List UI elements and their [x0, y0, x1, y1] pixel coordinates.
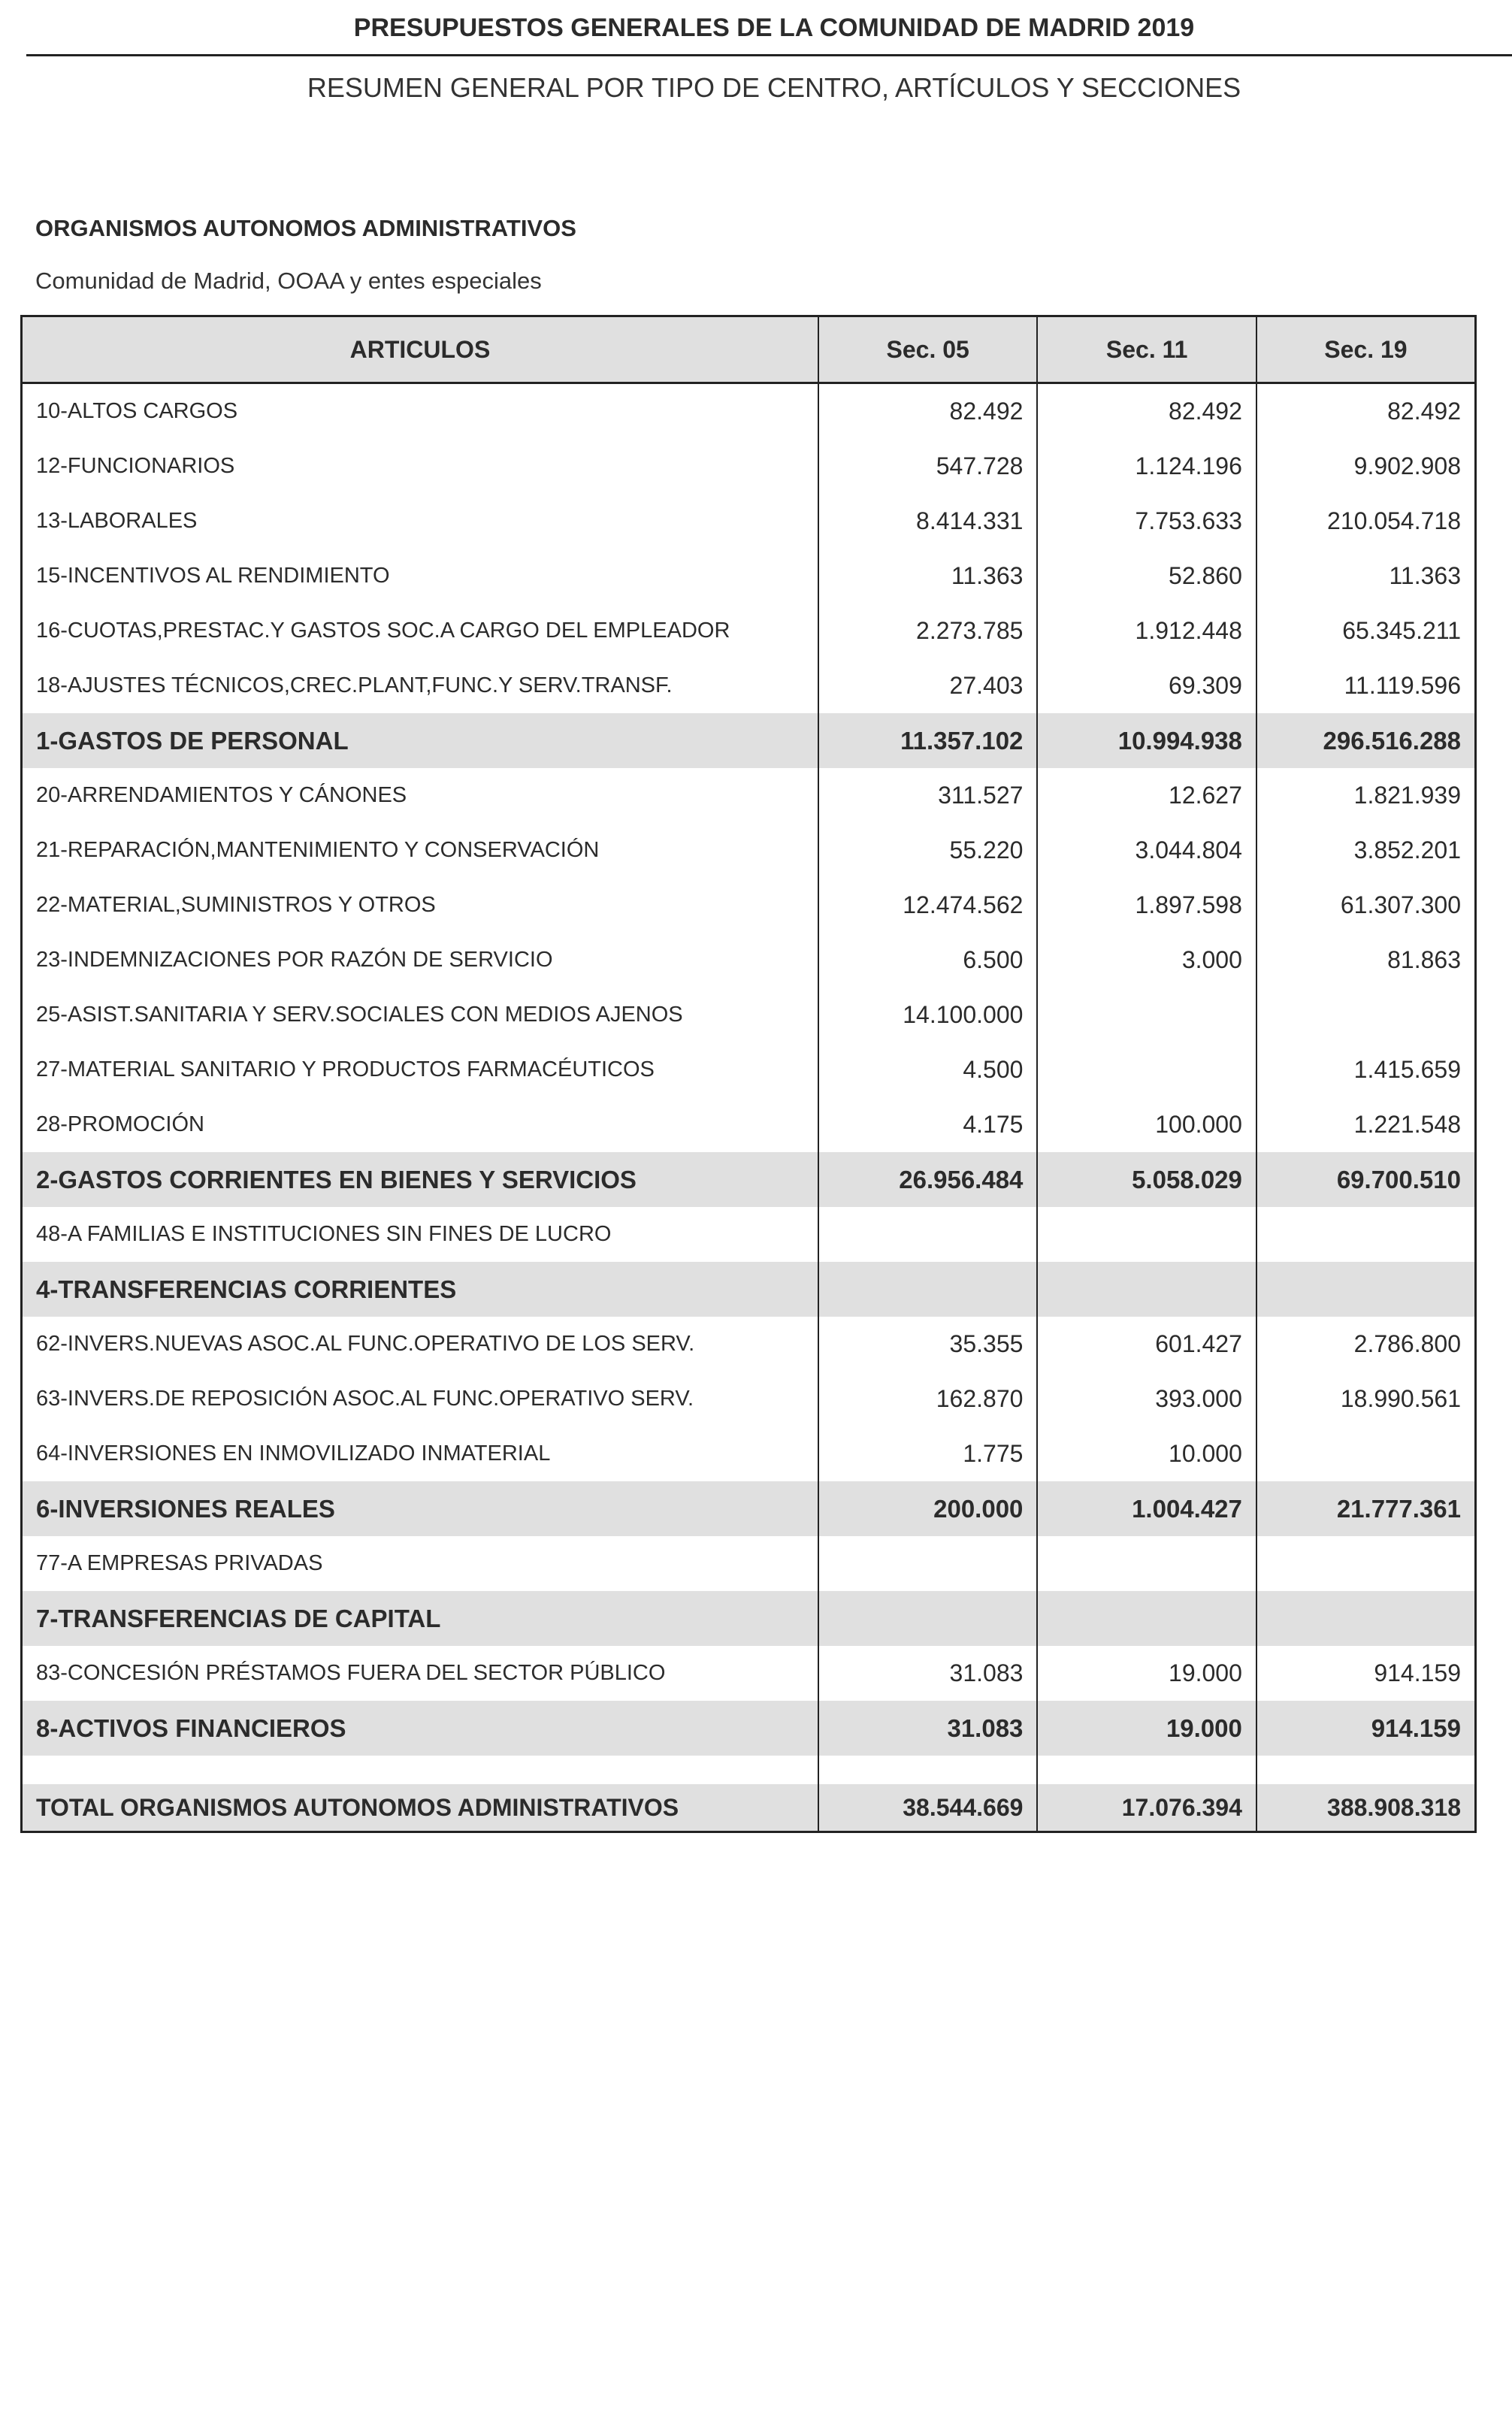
- cell-sec-19: 3.852.201: [1256, 823, 1476, 878]
- budget-table: [20, 315, 1477, 1833]
- cell-sec-19: 65.345.211: [1256, 603, 1476, 658]
- cell-sec-05: 4.500: [818, 1042, 1037, 1097]
- entity-label: Comunidad de Madrid, OOAA y entes especiales: [35, 268, 542, 294]
- column-header-sec-11: Sec. 11: [1037, 316, 1256, 383]
- table-row: [22, 658, 1476, 713]
- table-row: [22, 878, 1476, 933]
- subtotal-row: [22, 1591, 1476, 1646]
- cell-sec-05: 31.083: [818, 1701, 1037, 1756]
- row-label: 22-MATERIAL,SUMINISTROS Y OTROS: [36, 893, 436, 917]
- table-row: [22, 1426, 1476, 1481]
- cell-sec-11: [1037, 1591, 1256, 1646]
- column-header-sec-19: Sec. 19: [1256, 316, 1476, 383]
- cell-sec-05: 12.474.562: [818, 878, 1037, 933]
- cell-sec-19: [1256, 988, 1476, 1042]
- cell-sec-11: 100.000: [1037, 1097, 1256, 1152]
- cell-sec-05: 38.544.669: [818, 1784, 1037, 1832]
- table-row: [22, 1372, 1476, 1426]
- row-label: 12-FUNCIONARIOS: [36, 454, 235, 478]
- column-header-sec-05: Sec. 05: [818, 316, 1037, 383]
- cell-sec-11: 393.000: [1037, 1372, 1256, 1426]
- cell-sec-05: [818, 1207, 1037, 1262]
- row-label: 20-ARRENDAMIENTOS Y CÁNONES: [36, 783, 407, 807]
- document-subtitle: RESUMEN GENERAL POR TIPO DE CENTRO, ARTÍCULOS Y SECCIONES: [307, 72, 1241, 103]
- cell-sec-05: 2.273.785: [818, 603, 1037, 658]
- table-row: [22, 823, 1476, 878]
- subtotal-row: [22, 713, 1476, 768]
- cell-sec-19: [1256, 1262, 1476, 1317]
- cell-sec-11: [1037, 1042, 1256, 1097]
- cell-sec-05: 31.083: [818, 1646, 1037, 1701]
- cell-sec-11: 69.309: [1037, 658, 1256, 713]
- cell-sec-05: 4.175: [818, 1097, 1037, 1152]
- row-label: 8-ACTIVOS FINANCIEROS: [22, 1701, 818, 1756]
- cell-sec-11: 601.427: [1037, 1317, 1256, 1372]
- cell-sec-11: 19.000: [1037, 1646, 1256, 1701]
- row-label: 63-INVERS.DE REPOSICIÓN ASOC.AL FUNC.OPERATIVO SERV.: [36, 1387, 694, 1411]
- cell-sec-11: 1.124.196: [1037, 439, 1256, 494]
- row-label: 48-A FAMILIAS E INSTITUCIONES SIN FINES DE LUCRO: [36, 1222, 612, 1246]
- table-body: [22, 383, 1476, 1832]
- cell-sec-11: 3.044.804: [1037, 823, 1256, 878]
- row-label: 15-INCENTIVOS AL RENDIMIENTO: [36, 564, 390, 588]
- cell-sec-11: 12.627: [1037, 768, 1256, 823]
- cell-sec-11: [1037, 1756, 1256, 1784]
- cell-sec-05: 6.500: [818, 933, 1037, 988]
- cell-sec-05: 14.100.000: [818, 988, 1037, 1042]
- row-label: 25-ASIST.SANITARIA Y SERV.SOCIALES CON MEDIOS AJENOS: [36, 1003, 683, 1027]
- cell-sec-11: [1037, 1262, 1256, 1317]
- row-label: 28-PROMOCIÓN: [36, 1112, 204, 1136]
- cell-sec-05: 8.414.331: [818, 494, 1037, 549]
- cell-sec-19: 1.221.548: [1256, 1097, 1476, 1152]
- subtotal-row: [22, 1152, 1476, 1207]
- cell-sec-05: 162.870: [818, 1372, 1037, 1426]
- row-label: 1-GASTOS DE PERSONAL: [22, 713, 818, 768]
- cell-sec-05: 311.527: [818, 768, 1037, 823]
- cell-sec-19: 9.902.908: [1256, 439, 1476, 494]
- table-header-row: [22, 316, 1476, 383]
- row-label: 7-TRANSFERENCIAS DE CAPITAL: [22, 1591, 818, 1646]
- row-label: [22, 1756, 818, 1784]
- cell-sec-19: 2.786.800: [1256, 1317, 1476, 1372]
- cell-sec-19: 69.700.510: [1256, 1152, 1476, 1207]
- cell-sec-19: 210.054.718: [1256, 494, 1476, 549]
- cell-sec-19: 21.777.361: [1256, 1481, 1476, 1536]
- section-heading: ORGANISMOS AUTONOMOS ADMINISTRATIVOS: [35, 215, 576, 241]
- subtotal-row: [22, 1262, 1476, 1317]
- cell-sec-05: 26.956.484: [818, 1152, 1037, 1207]
- cell-sec-11: 1.912.448: [1037, 603, 1256, 658]
- document-title: PRESUPUESTOS GENERALES DE LA COMUNIDAD DE MADRID 2019: [353, 14, 1195, 42]
- cell-sec-19: [1256, 1536, 1476, 1591]
- table-row: [22, 933, 1476, 988]
- cell-sec-11: 3.000: [1037, 933, 1256, 988]
- cell-sec-11: [1037, 1536, 1256, 1591]
- row-label: 23-INDEMNIZACIONES POR RAZÓN DE SERVICIO: [36, 948, 553, 972]
- cell-sec-19: 81.863: [1256, 933, 1476, 988]
- row-label: 6-INVERSIONES REALES: [22, 1481, 818, 1536]
- subtotal-row: [22, 1481, 1476, 1536]
- cell-sec-19: 18.990.561: [1256, 1372, 1476, 1426]
- table-row: [22, 549, 1476, 603]
- cell-sec-05: 11.357.102: [818, 713, 1037, 768]
- table-row: [22, 1097, 1476, 1152]
- cell-sec-19: 914.159: [1256, 1646, 1476, 1701]
- table-row: [22, 603, 1476, 658]
- cell-sec-19: 1.415.659: [1256, 1042, 1476, 1097]
- row-label: 10-ALTOS CARGOS: [36, 399, 238, 423]
- row-label: 2-GASTOS CORRIENTES EN BIENES Y SERVICIOS: [22, 1152, 818, 1207]
- cell-sec-11: 1.897.598: [1037, 878, 1256, 933]
- row-label: 21-REPARACIÓN,MANTENIMIENTO Y CONSERVACIÓN: [36, 838, 600, 862]
- cell-sec-05: 200.000: [818, 1481, 1037, 1536]
- cell-sec-19: 296.516.288: [1256, 713, 1476, 768]
- table-row: [22, 768, 1476, 823]
- cell-sec-19: 388.908.318: [1256, 1784, 1476, 1832]
- row-label: 13-LABORALES: [36, 509, 198, 533]
- cell-sec-19: [1256, 1426, 1476, 1481]
- cell-sec-19: [1256, 1591, 1476, 1646]
- cell-sec-05: [818, 1262, 1037, 1317]
- cell-sec-05: 547.728: [818, 439, 1037, 494]
- table-row: [22, 1536, 1476, 1591]
- cell-sec-19: 82.492: [1256, 383, 1476, 440]
- subtotal-row: [22, 1701, 1476, 1756]
- table-row: [22, 439, 1476, 494]
- cell-sec-11: 7.753.633: [1037, 494, 1256, 549]
- cell-sec-19: [1256, 1207, 1476, 1262]
- cell-sec-11: 19.000: [1037, 1701, 1256, 1756]
- cell-sec-11: [1037, 1207, 1256, 1262]
- cell-sec-11: [1037, 988, 1256, 1042]
- cell-sec-11: 10.994.938: [1037, 713, 1256, 768]
- cell-sec-11: 52.860: [1037, 549, 1256, 603]
- cell-sec-05: 1.775: [818, 1426, 1037, 1481]
- row-label: 4-TRANSFERENCIAS CORRIENTES: [22, 1262, 818, 1317]
- cell-sec-05: 35.355: [818, 1317, 1037, 1372]
- table-row: [22, 383, 1476, 440]
- cell-sec-05: [818, 1756, 1037, 1784]
- cell-sec-05: [818, 1536, 1037, 1591]
- table-row: [22, 1042, 1476, 1097]
- cell-sec-05: 55.220: [818, 823, 1037, 878]
- cell-sec-19: 61.307.300: [1256, 878, 1476, 933]
- cell-sec-11: 82.492: [1037, 383, 1256, 440]
- cell-sec-05: 11.363: [818, 549, 1037, 603]
- cell-sec-05: [818, 1591, 1037, 1646]
- table-row: [22, 988, 1476, 1042]
- cell-sec-11: 17.076.394: [1037, 1784, 1256, 1832]
- cell-sec-11: 5.058.029: [1037, 1152, 1256, 1207]
- row-label: 83-CONCESIÓN PRÉSTAMOS FUERA DEL SECTOR PÚBLICO: [36, 1661, 666, 1685]
- row-label: 16-CUOTAS,PRESTAC.Y GASTOS SOC.A CARGO DEL EMPLEADOR: [36, 619, 730, 643]
- cell-sec-19: [1256, 1756, 1476, 1784]
- column-header-articulos: ARTICULOS: [22, 316, 818, 383]
- cell-sec-11: 10.000: [1037, 1426, 1256, 1481]
- table-row: [22, 1207, 1476, 1262]
- spacer-row: [22, 1756, 1476, 1784]
- table-row: [22, 1646, 1476, 1701]
- cell-sec-05: 27.403: [818, 658, 1037, 713]
- title-divider: [26, 54, 1512, 56]
- row-label: 62-INVERS.NUEVAS ASOC.AL FUNC.OPERATIVO DE LOS SERV.: [36, 1332, 695, 1356]
- cell-sec-19: 1.821.939: [1256, 768, 1476, 823]
- cell-sec-19: 11.119.596: [1256, 658, 1476, 713]
- table-row: [22, 494, 1476, 549]
- cell-sec-05: 82.492: [818, 383, 1037, 440]
- row-label: 18-AJUSTES TÉCNICOS,CREC.PLANT,FUNC.Y SERV.TRANSF.: [36, 673, 673, 697]
- row-label: TOTAL ORGANISMOS AUTONOMOS ADMINISTRATIVOS: [22, 1784, 818, 1832]
- table-row: [22, 1317, 1476, 1372]
- row-label: 77-A EMPRESAS PRIVADAS: [36, 1551, 323, 1575]
- cell-sec-19: 914.159: [1256, 1701, 1476, 1756]
- total-row: [22, 1784, 1476, 1832]
- cell-sec-11: 1.004.427: [1037, 1481, 1256, 1536]
- cell-sec-19: 11.363: [1256, 549, 1476, 603]
- row-label: 64-INVERSIONES EN INMOVILIZADO INMATERIAL: [36, 1441, 551, 1466]
- row-label: 27-MATERIAL SANITARIO Y PRODUCTOS FARMACÉUTICOS: [36, 1057, 655, 1081]
